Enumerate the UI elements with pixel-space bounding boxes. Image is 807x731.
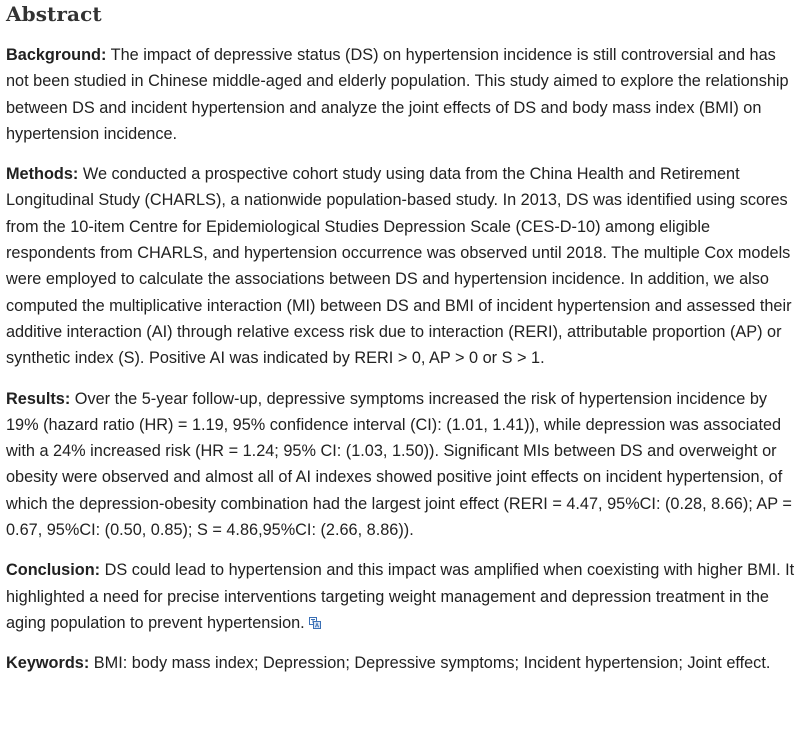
keywords-section xyxy=(6,650,801,676)
methods-section xyxy=(6,161,801,371)
methods-label: Methods: xyxy=(6,165,79,184)
background-label: Background: xyxy=(6,46,107,64)
background-section xyxy=(6,42,801,147)
conclusion-text: DS could lead to hypertension and this impact was amplified when coexisting with higher BMI. It highlighted a need for precise interventions targeting weight management and depression treatment in the aging population to prevent hypertension. xyxy=(6,561,795,632)
conclusion-section xyxy=(6,557,801,636)
keywords-label: Keywords: xyxy=(6,654,90,673)
keywords-text: BMI: body mass index; Depression; Depressive symptoms; Incident hypertension; Joint effect. xyxy=(93,654,771,673)
methods-text: We conducted a prospective cohort study using data from the China Health and Retirement Longitudinal Study (CHARLS), a nationwide population-based study. In 2013, DS was identified using scores from the 10-item Centre for Epidemiological Studies Depression Scale (CES-D-10) among eligible respondents from CHARLS, and hypertension occurrence was observed until 2018. The multiple Cox models were employed to calculate the associations between DS and hypertension incidence. In addition, we also computed the multiplicative interaction (MI) between DS and BMI of incident hypertension and assessed their additive interaction (AI) through relative excess risk due to interaction (RERI), attributable proportion (AP) or synthetic index (S). Positive AI was indicated by RERI > 0, AP > 0 or S > 1. xyxy=(6,165,792,368)
conclusion-label: Conclusion: xyxy=(6,561,101,580)
abstract-heading: Abstract xyxy=(6,2,102,26)
results-label: Results: xyxy=(6,389,71,408)
translate-icon[interactable] xyxy=(309,617,321,629)
background-text: The impact of depressive status (DS) on hypertension incidence is still controversial and has not been studied in Chinese middle-aged and elderly population. This study aimed to explore the relationship between DS and incident hypertension and analyze the joint effects of DS and body mass index (BMI) on hypertension incidence. xyxy=(6,46,789,143)
results-section xyxy=(6,386,801,544)
results-text: Over the 5-year follow-up, depressive symptoms increased the risk of hypertension incidence by 19% (hazard ratio (HR) = 1.19, 95% confidence interval (CI): (1.01, 1.41)), while depression was associated with a 24% increased risk (HR = 1.24; 95% CI: (1.03, 1.50)). Significant MIs between DS and overweight or obesity were observed and almost all of AI indexes showed positive joint effects on incident hypertension, of which the depression-obesity combination had the largest joint effect (RERI = 4.47, 95%CI: (0.28, 8.66); AP = 0.67, 95%CI: (0.50, 0.85); S = 4.86,95%CI: (2.66, 8.86)). xyxy=(6,389,792,540)
